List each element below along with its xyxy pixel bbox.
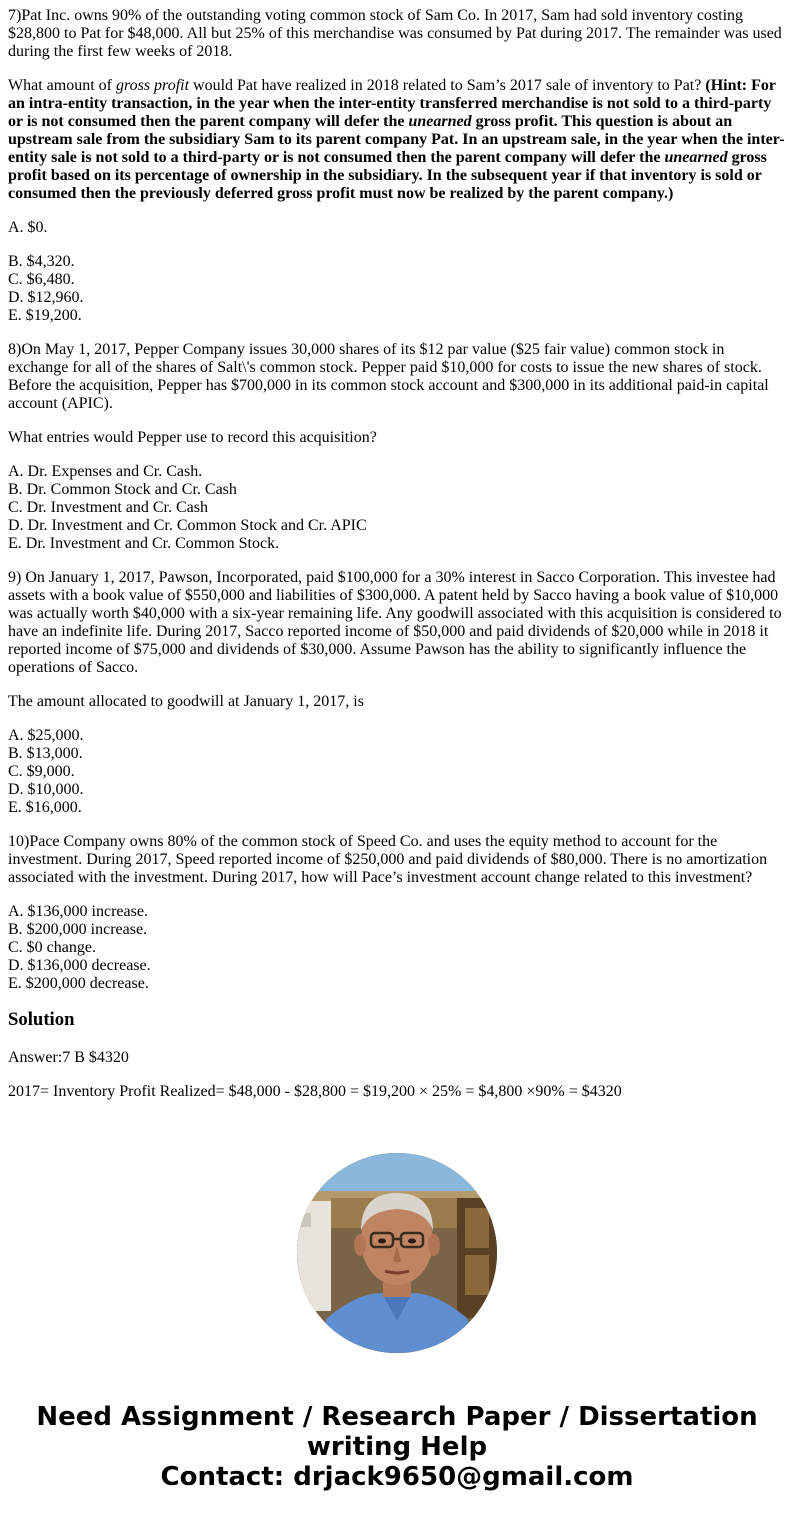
q8-question: What entries would Pepper use to record this acquisition? <box>8 429 377 446</box>
q7-options <box>8 253 786 325</box>
q9-option: D. $10,000. <box>8 781 84 798</box>
q10-option: A. $136,000 increase. <box>8 903 148 920</box>
q9-question: The amount allocated to goodwill at January 1, 2017, is <box>8 693 364 710</box>
promo-contact: Contact: drjack9650@gmail.com <box>160 1462 634 1492</box>
q7-question-emphasis: gross profit <box>115 77 190 94</box>
q9-stem: 9) On January 1, 2017, Pawson, Incorporated, paid $100,000 for a 30% interest in Sacco Corporation. This investee had assets with a book value of $550,000 and liabilities of $300,000. A patent held by Sacco having a book value of $10,000 was actually worth $40,000 with a six-year remaining life. Any goodwill associated with this acquisition is considered to have an indefinite life. During 2017, Sacco reported income of $50,000 and paid dividends of $20,000 while in 2018 it reported income of $75,000 and dividends of $30,000. Assume Pawson has the ability to significantly influence the operations of Sacco. <box>8 569 782 676</box>
avatar <box>297 1153 497 1353</box>
q9-option: A. $25,000. <box>8 727 84 744</box>
q10-option: E. $200,000 decrease. <box>8 975 149 992</box>
q9-option: B. $13,000. <box>8 745 83 762</box>
q8-option: B. Dr. Common Stock and Cr. Cash <box>8 481 237 498</box>
q9-options <box>8 727 786 817</box>
q8-options <box>8 463 786 553</box>
q7-option: D. $12,960. <box>8 289 84 306</box>
promo-line-1: Need Assignment / Research Paper / Dissertation <box>36 1402 758 1432</box>
q7-option: C. $6,480. <box>8 271 75 288</box>
q10-option: D. $136,000 decrease. <box>8 957 151 974</box>
q8-option: E. Dr. Investment and Cr. Common Stock. <box>8 535 280 552</box>
q10-options <box>8 903 786 993</box>
q10-option: B. $200,000 increase. <box>8 921 148 938</box>
promo-line-2: writing Help <box>306 1432 488 1462</box>
q7-option: E. $19,200. <box>8 307 82 324</box>
q10-stem: 10)Pace Company owns 80% of the common stock of Speed Co. and uses the equity method to account for the investment. During 2017, Speed reported income of $250,000 and paid dividends of $80,000. There is no amortization associated with the investment. During 2017, how will Pace’s investment account change related to this investment? <box>8 833 768 886</box>
q7-hint-part-b: gross profit. This question is about an upstream sale from the subsidiary Sam to its parent company Pat. In an upstream sale, in the year when the inter-entity sale is not sold to a third-party or is not consumed then the parent company will defer the <box>8 113 785 166</box>
q8-option: D. Dr. Investment and Cr. Common Stock and Cr. APIC <box>8 517 367 534</box>
q8-stem: 8)On May 1, 2017, Pepper Company issues 30,000 shares of its $12 par value ($25 fair value) common stock in exchange for all of the shares of Salt\'s common stock. Pepper paid $10,000 for costs to issue the new shares of stock. Before the acquisition, Pepper has $700,000 in its common stock account and $300,000 in its additional paid-in capital account (APIC). <box>8 341 769 412</box>
q7-question <box>8 77 786 203</box>
q7-question-pre: What amount of <box>8 77 116 94</box>
avatar-portrait-image <box>297 1153 497 1353</box>
q7-option-a: A. $0. <box>8 219 48 236</box>
solution-work: 2017= Inventory Profit Realized= $48,000 - $28,800 = $19,200 × 25% = $4,800 ×90% = $4320 <box>8 1083 622 1100</box>
q7-stem: 7)Pat Inc. owns 90% of the outstanding voting common stock of Sam Co. In 2017, Sam had sold inventory costing $28,800 to Pat for $48,000. All but 25% of this merchandise was consumed by Pat during 2017. The remainder was used during the first few weeks of 2018. <box>8 7 782 60</box>
q7-hint-emphasis-2: unearned <box>664 149 728 166</box>
q7-hint-part-c: gross profit based on its percentage of ownership in the subsidiary. In the subsequent year if that inventory is sold or consumed then the previously deferred gross profit must now be realized by the parent company.) <box>8 149 767 202</box>
q10-option: C. $0 change. <box>8 939 96 956</box>
q8-option: A. Dr. Expenses and Cr. Cash. <box>8 463 203 480</box>
solution-heading: Solution <box>8 1009 75 1030</box>
promo-banner <box>0 1402 794 1492</box>
q9-option: C. $9,000. <box>8 763 75 780</box>
q7-hint-emphasis-1: unearned <box>408 113 472 130</box>
q7-hint-part-a: (Hint: For an intra-entity transaction, in the year when the inter-entity transferred merchandise is not sold to a third-party or is not consumed then the parent company will defer the <box>8 77 776 130</box>
q7-hint <box>8 77 785 202</box>
solution-answer: Answer:7 B $4320 <box>8 1049 129 1066</box>
q7-option: B. $4,320. <box>8 253 75 270</box>
q7-question-post: would Pat have realized in 2018 related to Sam’s 2017 sale of inventory to Pat? <box>189 77 706 94</box>
q8-option: C. Dr. Investment and Cr. Cash <box>8 499 208 516</box>
q9-option: E. $16,000. <box>8 799 82 816</box>
